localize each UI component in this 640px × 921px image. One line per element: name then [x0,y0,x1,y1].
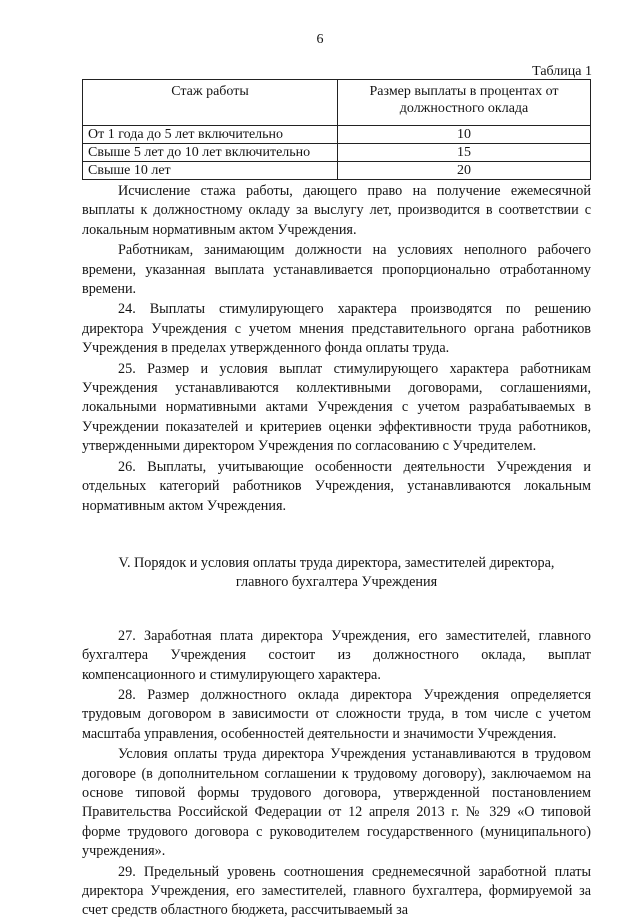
percent-cell: 10 [338,126,591,144]
seniority-cell: От 1 года до 5 лет включительно [83,126,338,144]
table-row [83,126,591,144]
paragraph-27: 27. Заработная плата директора Учреждения, его заместителей, главного бухгалтера Учреждения состоит из должностного оклада, выплат компенсационного и стимулирующего характера. [82,627,591,683]
section-heading-line-2: главного бухгалтера Учреждения [235,574,438,591]
paragraph-seniority-calc: Исчисление стажа работы, дающего право на получение ежемесячной выплаты к должностному окладу за выслугу лет, производится в соответствии с локальным нормативным актом Учреждения. [82,183,591,238]
paragraph-25: 25. Размер и условия выплат стимулирующего характера работникам Учреждения устанавливаются коллективными договорами, соглашениями, локальными нормативными актами Учреждения с учетом разрабатываемых в Учреждении показателей и критериев оценки эффективности труда работников, утвержденными директором Учреждения по согласованию с Учредителем. [82,360,591,455]
header-seniority: Стаж работы [83,80,338,126]
percent-cell: 15 [338,144,591,162]
section-heading-line-1: V. Порядок и условия оплаты труда директора, заместителей директора, [118,554,555,571]
header-payment-percent: Размер выплаты в процентах от должностного оклада [338,80,591,126]
document-body [82,182,591,921]
seniority-payment-table [82,79,591,180]
paragraph-26: 26. Выплаты, учитывающие особенности деятельности Учреждения и отдельных категорий работников Учреждения, устанавливаются локальным нормативным актом Учреждения. [82,458,591,514]
percent-cell: 20 [338,162,591,180]
table-row [83,162,591,180]
table-row [83,144,591,162]
seniority-cell: Свыше 5 лет до 10 лет включительно [83,144,338,162]
page-number: 6 [316,32,324,47]
paragraph-director-conditions: Условия оплаты труда директора Учреждения устанавливаются в трудовом договоре (в дополнительном соглашении к трудовому договору), заключаемом на основе типовой формы трудового договора, утвержденной постановлением Правительства Российской Федерации от 12 апреля 2013 г. № 329 «О типовой форме трудового договора с руководителем государственного (муниципального) учреждения». [82,746,591,860]
seniority-cell: Свыше 10 лет [83,162,338,180]
section-heading [82,554,591,593]
paragraph-24: 24. Выплаты стимулирующего характера производятся по решению директора Учреждения с учетом мнения представительного органа работников Учреждения в пределах утвержденного фонда оплаты труда. [82,301,591,357]
table-header-row [83,80,591,126]
table-caption: Таблица 1 [532,64,592,79]
paragraph-part-time: Работникам, занимающим должности на условиях неполного рабочего времени, указанная выплата устанавливается пропорционально отработанному времени. [82,242,591,298]
paragraph-28: 28. Размер должностного оклада директора Учреждения определяется трудовым договором в зависимости от сложности труда, в том числе с учетом масштаба управления, особенностей деятельности и значимости Учреждения. [82,686,591,742]
paragraph-29: 29. Предельный уровень соотношения среднемесячной заработной платы директора Учреждения, его заместителей, главного бухгалтера, формируемой за счет средств областного бюджета, рассчитываемый за [82,863,591,919]
